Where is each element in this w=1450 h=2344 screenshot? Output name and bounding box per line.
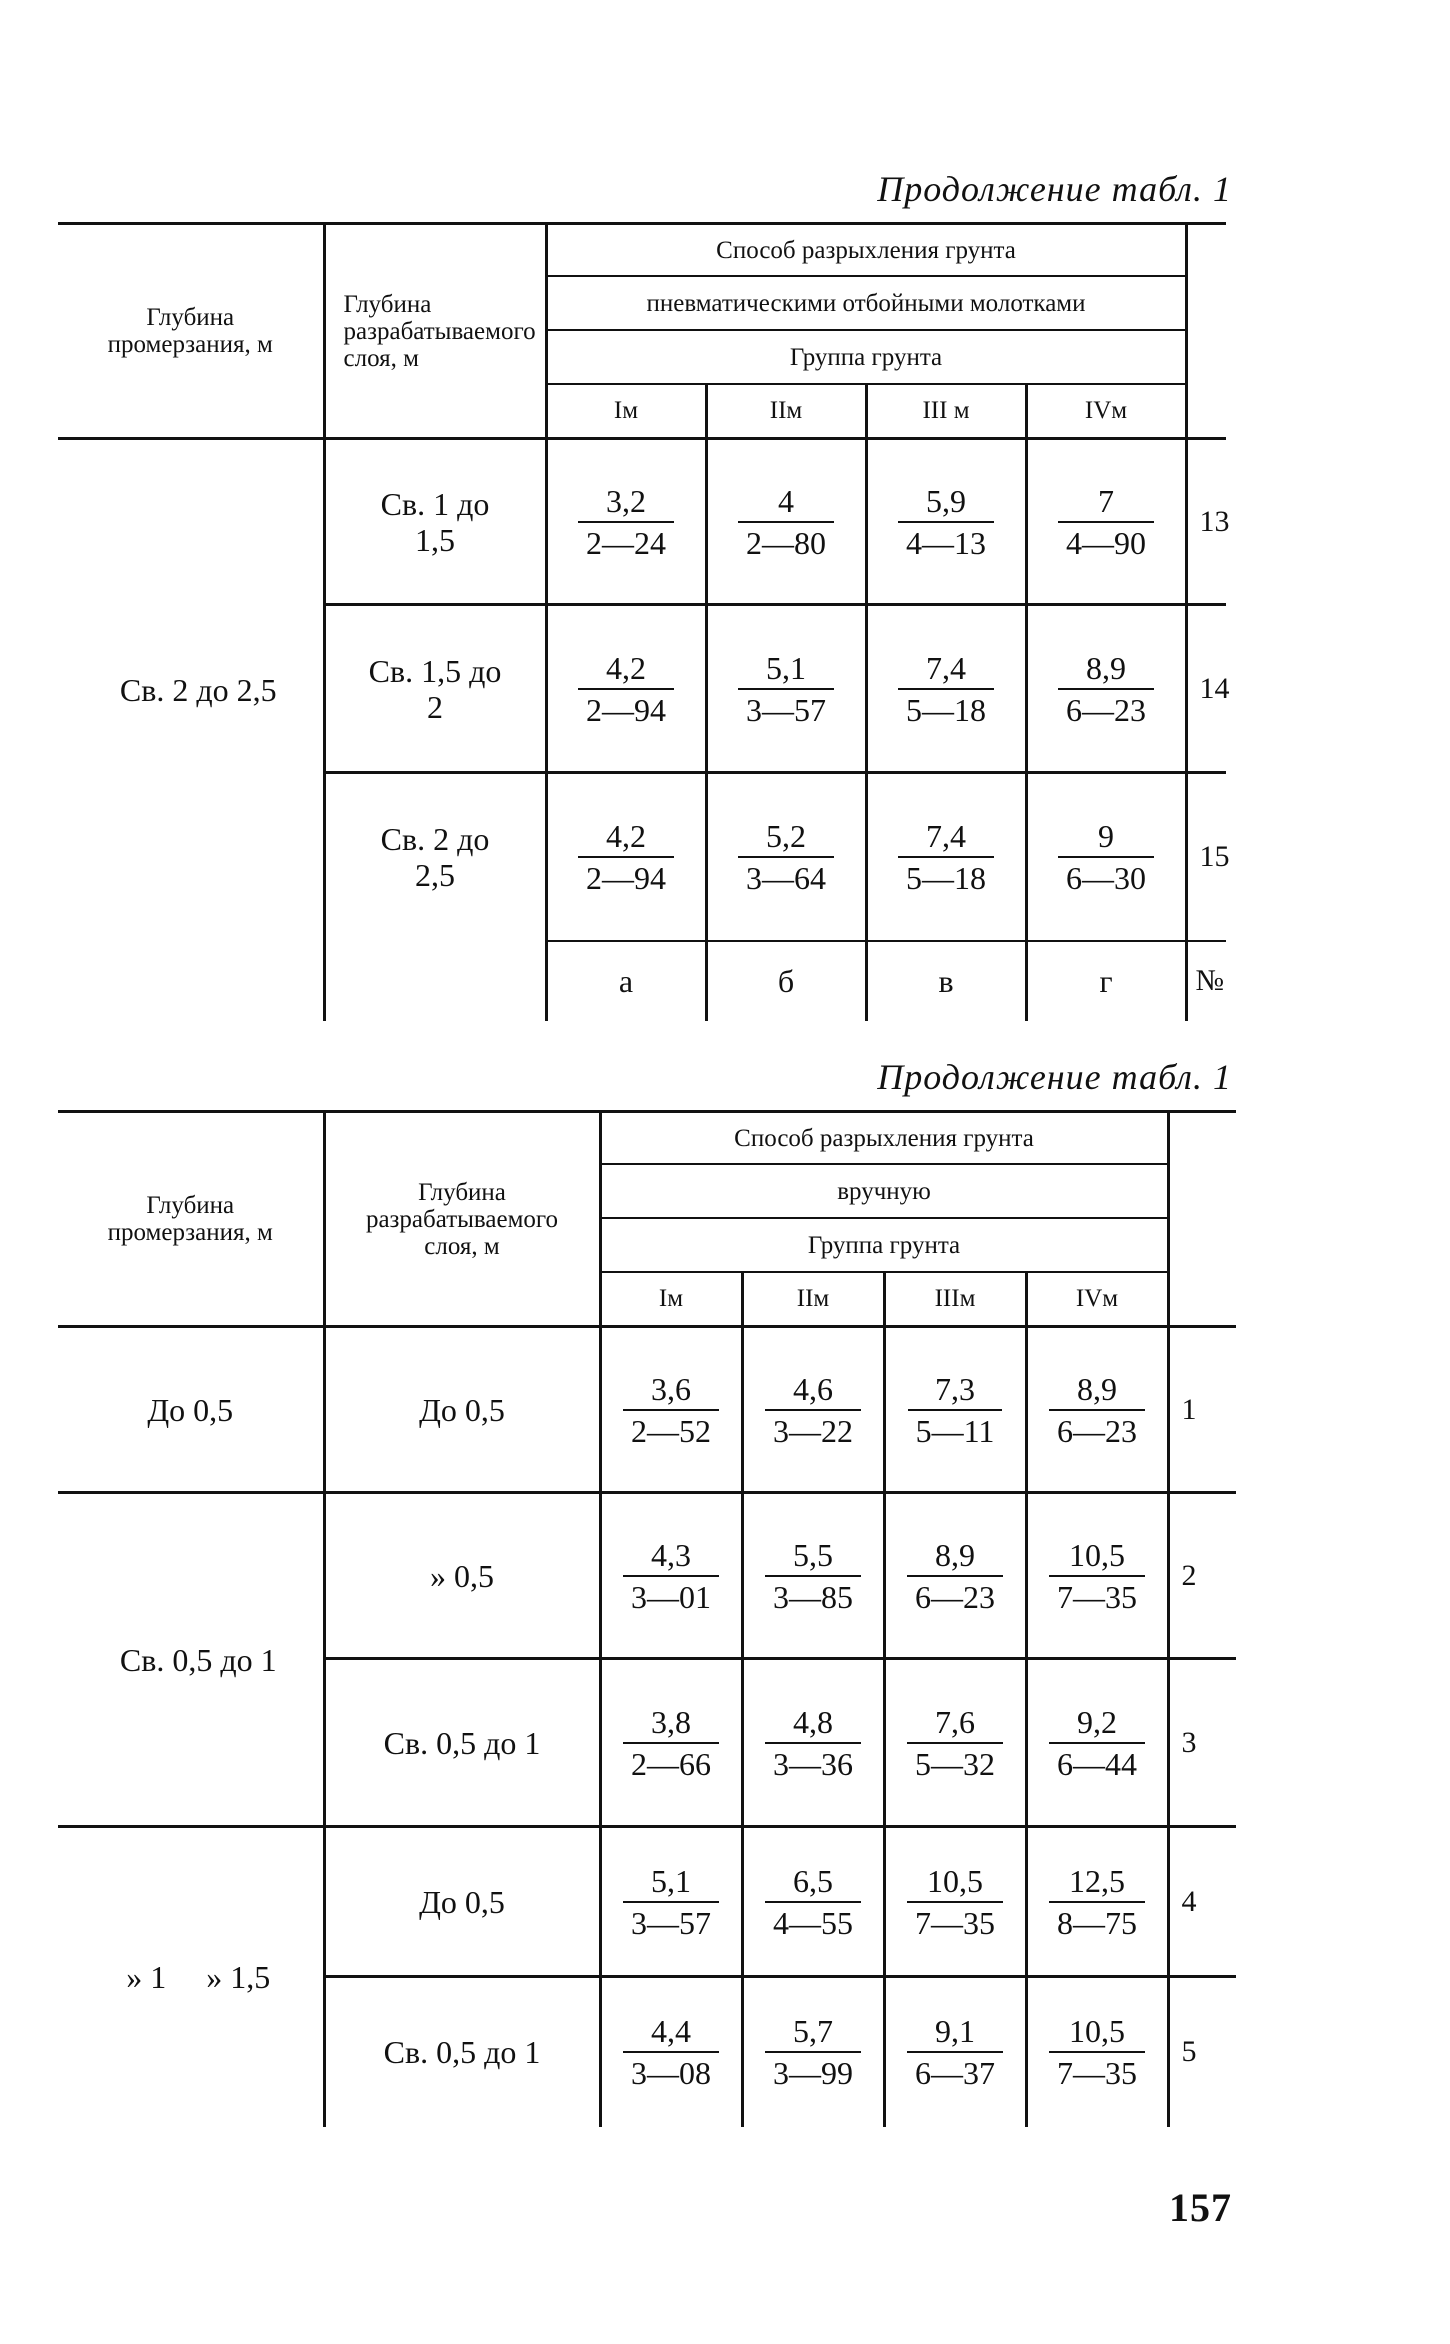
table1-header-tool: пневматическими отбойными молотками	[546, 276, 1186, 330]
table1-value-cell: $\frac{4,2}{2—94}$	[546, 773, 706, 941]
table1-value-cell: $\frac{7,4}{5—18}$	[866, 605, 1026, 773]
table2-value-cell: $\frac{6,5}{4—55}$	[742, 1827, 884, 1977]
table1-layer-cell: Св. 1 до 1,5	[324, 439, 546, 605]
table1-header-layer: Глубина разрабатываемого слоя, м	[324, 224, 546, 439]
table2-group-col: IVм	[1026, 1272, 1168, 1327]
table2-depth-cell: До 0,5	[58, 1327, 324, 1493]
table2-group-col: Iм	[600, 1272, 742, 1327]
table2-layer-cell: Св. 0,5 до 1	[324, 1659, 600, 1827]
table2-row-number: 2	[1168, 1493, 1236, 1659]
table2-value-cell: $\frac{7,6}{5—32}$	[884, 1659, 1026, 1827]
table1-row-number: 14	[1186, 605, 1226, 773]
table2-header-method: Способ разрыхления грунта	[600, 1112, 1168, 1165]
table1-header-method: Способ разрыхления грунта	[546, 224, 1186, 277]
table1-value-cell: $\frac{8,9}{6—23}$	[1026, 605, 1186, 773]
table2-layer-cell: Св. 0,5 до 1	[324, 1977, 600, 2127]
table1-group-col: Iм	[546, 384, 706, 439]
table2-row-number: 3	[1168, 1659, 1236, 1827]
table1-row-number: 13	[1186, 439, 1226, 605]
table2-header-tool: вручную	[600, 1164, 1168, 1218]
table1-layer-cell: Св. 2 до 2,5	[324, 773, 546, 941]
table2-caption: Продолжение табл. 1	[877, 1057, 1232, 1097]
table2-row-number: 1	[1168, 1327, 1236, 1493]
table1-value-cell: $\frac{4,2}{2—94}$	[546, 605, 706, 773]
table2-depth-cell: Св. 0,5 до 1	[58, 1493, 324, 1827]
table1-group-col: III м	[866, 384, 1026, 439]
table1-footer-col: б	[706, 941, 866, 1021]
table1-value-cell: $\frac{5,1}{3—57}$	[706, 605, 866, 773]
table2-layer-cell: » 0,5	[324, 1493, 600, 1659]
table2-value-cell: $\frac{10,5}{7—35}$	[884, 1827, 1026, 1977]
table1-header-depth: Глубина промерзания, м	[58, 224, 324, 439]
table2-value-cell: $\frac{7,3}{5—11}$	[884, 1327, 1026, 1493]
table1-value-cell: $\frac{9}{6—30}$	[1026, 773, 1186, 941]
table1-caption: Продолжение табл. 1	[877, 169, 1232, 209]
table2-row-number: 5	[1168, 1977, 1236, 2127]
table2-header-group: Группа грунта	[600, 1218, 1168, 1272]
table2-layer-cell: До 0,5	[324, 1327, 600, 1493]
page-number: 157	[1169, 2185, 1232, 2230]
table2-value-cell: $\frac{10,5}{7—35}$	[1026, 1493, 1168, 1659]
table2-value-cell: $\frac{4,3}{3—01}$	[600, 1493, 742, 1659]
table2-value-cell: $\frac{9,2}{6—44}$	[1026, 1659, 1168, 1827]
table2	[58, 1110, 1236, 2127]
table1-layer-cell: Св. 1,5 до 2	[324, 605, 546, 773]
table2-value-cell: $\frac{4,4}{3—08}$	[600, 1977, 742, 2127]
table2-value-cell: $\frac{8,9}{6—23}$	[884, 1493, 1026, 1659]
table2-header-layer: Глубина разрабатываемого слоя, м	[324, 1112, 600, 1327]
table1-value-cell: $\frac{5,9}{4—13}$	[866, 439, 1026, 605]
table1	[58, 222, 1230, 1021]
table2-value-cell: $\frac{8,9}{6—23}$	[1026, 1327, 1168, 1493]
table2-group-col: IIIм	[884, 1272, 1026, 1327]
table1-group-col: IVм	[1026, 384, 1186, 439]
table1-value-cell: $\frac{5,2}{3—64}$	[706, 773, 866, 941]
table1-footer-col: в	[866, 941, 1026, 1021]
table2-value-cell: $\frac{3,6}{2—52}$	[600, 1327, 742, 1493]
table1-value-cell: $\frac{7,4}{5—18}$	[866, 773, 1026, 941]
table2-value-cell: $\frac{3,8}{2—66}$	[600, 1659, 742, 1827]
table1-depth-cell: Св. 2 до 2,5	[58, 439, 324, 941]
table2-value-cell: $\frac{4,8}{3—36}$	[742, 1659, 884, 1827]
table2-layer-cell: До 0,5	[324, 1827, 600, 1977]
table2-value-cell: $\frac{5,5}{3—85}$	[742, 1493, 884, 1659]
table2-value-cell: $\frac{5,1}{3—57}$	[600, 1827, 742, 1977]
table1-footer-col: а	[546, 941, 706, 1021]
table2-value-cell: $\frac{10,5}{7—35}$	[1026, 1977, 1168, 2127]
table2-header-depth: Глубина промерзания, м	[58, 1112, 324, 1327]
table2-value-cell: $\frac{9,1}{6—37}$	[884, 1977, 1026, 2127]
table1-header-group: Группа грунта	[546, 330, 1186, 384]
table2-value-cell: $\frac{5,7}{3—99}$	[742, 1977, 884, 2127]
table2-group-col: IIм	[742, 1272, 884, 1327]
table1-footer-num: №	[1186, 941, 1226, 1021]
table1-group-col: IIм	[706, 384, 866, 439]
table1-row-number: 15	[1186, 773, 1226, 941]
table2-value-cell: $\frac{4,6}{3—22}$	[742, 1327, 884, 1493]
table2-depth-cell: » 1 » 1,5	[58, 1827, 324, 2127]
table1-value-cell: $\frac{4}{2—80}$	[706, 439, 866, 605]
table2-row-number: 4	[1168, 1827, 1236, 1977]
table1-value-cell: $\frac{7}{4—90}$	[1026, 439, 1186, 605]
table2-value-cell: $\frac{12,5}{8—75}$	[1026, 1827, 1168, 1977]
table1-footer-col: г	[1026, 941, 1186, 1021]
table1-value-cell: $\frac{3,2}{2—24}$	[546, 439, 706, 605]
